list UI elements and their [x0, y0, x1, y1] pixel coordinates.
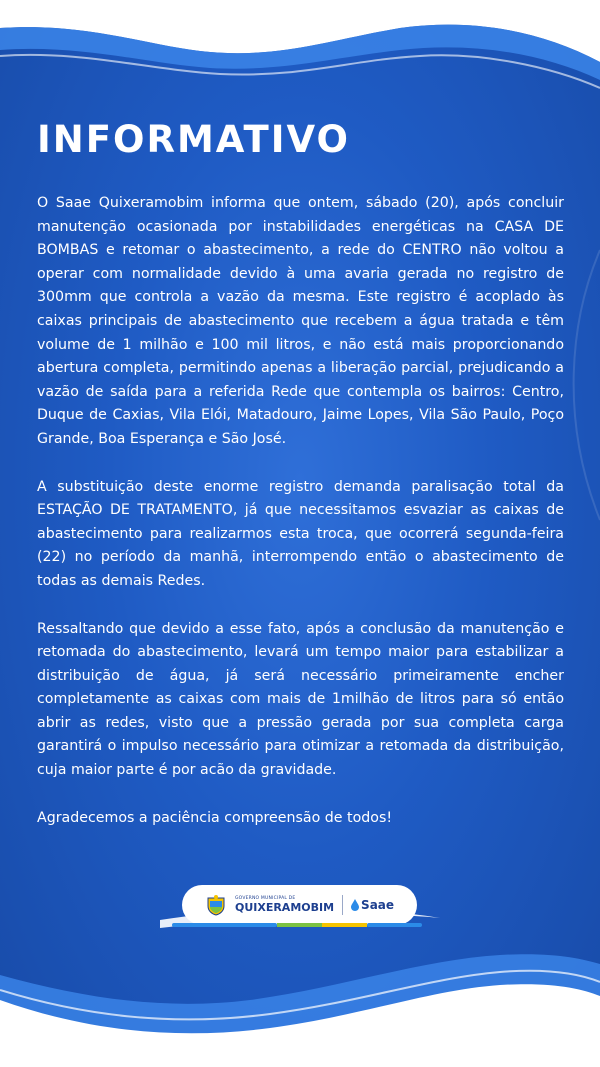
municipal-crest-icon: [205, 894, 227, 916]
paragraph-3: Ressaltando que devido a esse fato, após a conclusão da manutenção e retomada do abastecimento, levará um tempo maior para estabilizar a distribuição de água, já será necessário primeiramente encher completamente as caixas com mais de 1milhão de litros para só então abrir as redes, visto que a pressão gerada por sua completa carga garantirá o impulso necessário para otimizar a retomada da distribuição, cuja maior parte é por acão da gravidade.: [37, 620, 564, 779]
water-drop-icon: [351, 899, 359, 911]
side-light-stroke: [574, 250, 600, 520]
government-name: [235, 897, 334, 913]
saae-brand: [351, 898, 394, 912]
government-label: GOVERNO MUNICIPAL DE: [234, 896, 296, 902]
announcement-body: [37, 192, 564, 854]
footer-logo: [182, 885, 417, 925]
paragraph-4: Agradecemos a paciência compreensão de todos!: [37, 809, 393, 826]
paragraph-1: O Saae Quixeramobim informa que ontem, sábado (20), após concluir manutenção ocasionada por instabilidades energéticas na CASA DE BOMBAS e retomar o abastecimento, a rede do CENTRO não voltou a operar com normalidade devido à uma avaria gerada no registro de 300mm que controla a vazão da mesma. Este registro é acoplado às caixas principais de abastecimento que recebem a água tratada e têm volume de 1 milhão e 100 mil litros, e não está mais proporcionando abertura completa, permitindo apenas a liberação parcial, prejudicando a vazão de saída para a referida Rede que contempla os bairros: Centro, Duque de Caxias, Vila Elói, Matadouro, Jaime Lopes, Vila São Paulo, Poço Grande, Boa Esperança e São José.: [37, 195, 564, 447]
page-title: INFORMATIVO: [37, 118, 350, 161]
paragraph-2: A substituição deste enorme registro demanda paralisação total da ESTAÇÃO DE TRATAMENTO, já que necessitamos esvaziar as caixas de abastecimento para realizarmos esta troca, que ocorrerá segunda-feira (22) no período da manhã, interrompendo então o abastecimento de todas as demais Redes.: [37, 478, 564, 589]
saae-label: Saae: [361, 898, 395, 912]
city-name: QUIXERAMOBIM: [234, 900, 335, 914]
color-stripes: [172, 921, 422, 931]
logo-divider: [342, 895, 343, 915]
